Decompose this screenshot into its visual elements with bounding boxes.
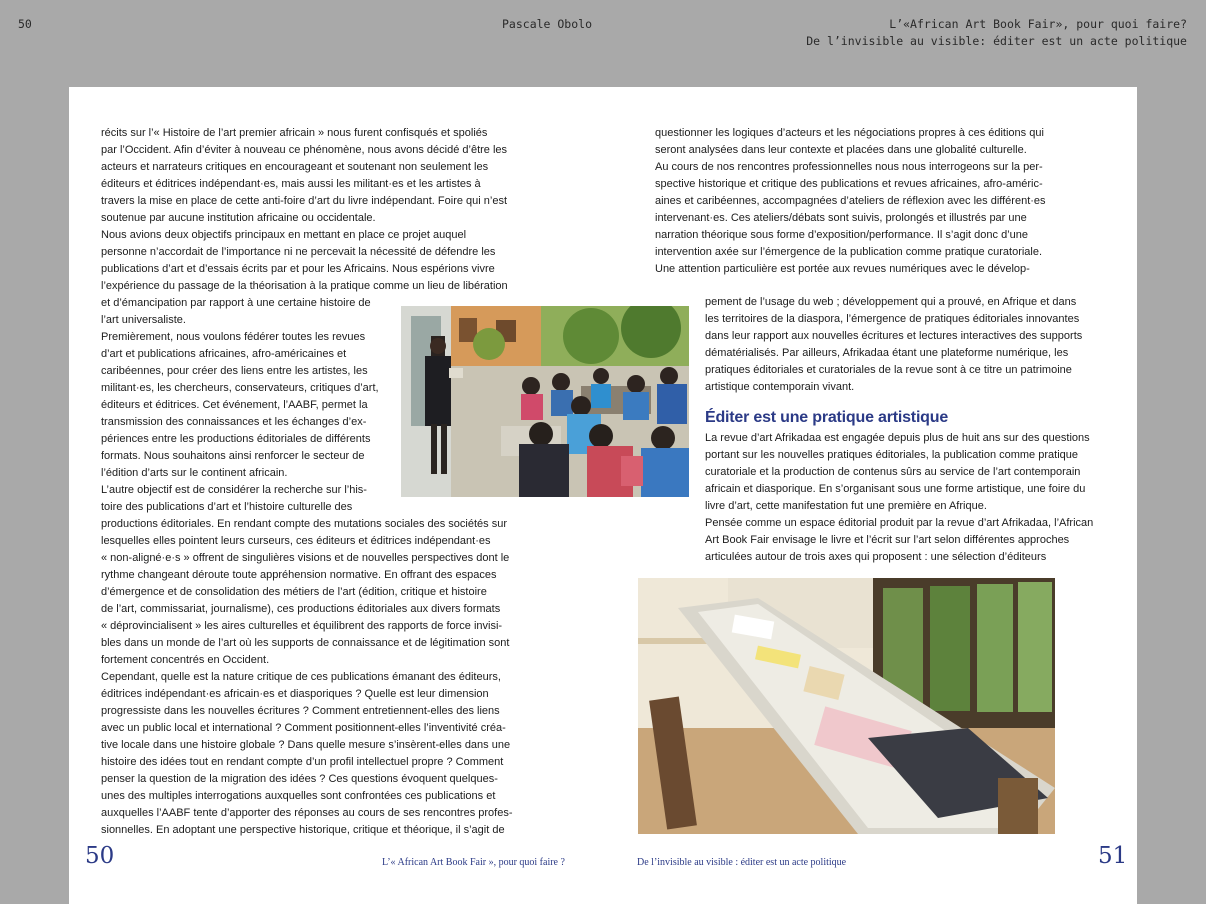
text-line: soutenue par aucune institution africaine ou occidentale. bbox=[101, 212, 376, 224]
text-line: l’édition d’arts sur le continent africain. bbox=[101, 467, 288, 479]
text-line: formats. Nous souhaitons ainsi renforcer le secteur de bbox=[101, 450, 365, 462]
text-line: lesquelles elles pointent leurs curseurs, ces éditeurs et éditrices indépendant·es bbox=[101, 535, 491, 547]
text-line: périences entre les productions éditoriales de différents bbox=[101, 433, 371, 445]
text-line: militant·es, les chercheurs, conservateurs, critiques d’art, bbox=[101, 382, 379, 394]
text-line: par l’Occident. Afin d’éviter à nouveau ce phénomène, nous avons décidé d’être les bbox=[101, 144, 508, 156]
photo-reading-session-image bbox=[401, 306, 689, 497]
folio-right: 51 bbox=[1098, 843, 1128, 869]
text-line: unes des multiples interrogations auxquelles sont confrontées ces publications et bbox=[101, 790, 496, 802]
text-line: bles dans un monde de l’art où les supports de connaissance et de légitimation sont bbox=[101, 637, 510, 649]
text-line: questionner les logiques d’acteurs et les négociations propres à ces éditions qui bbox=[655, 127, 1044, 139]
viewer-header bbox=[0, 0, 1206, 60]
text-line: rythme changeant déroute toute appréhension normative. En offrant des espaces bbox=[101, 569, 497, 581]
header-author: Pascale Obolo bbox=[502, 17, 593, 31]
folio-left: 50 bbox=[85, 843, 115, 869]
text-line: histoire des idées tout en rendant compte d’un profil intellectuel propre ? Comment bbox=[101, 756, 504, 768]
text-line: dématérialisés. Par ailleurs, Afrikadaa étant une plateforme numérique, les bbox=[705, 347, 1069, 359]
text-line: éditeurs et éditrices. Cet événement, l’AABF, permet la bbox=[101, 399, 368, 411]
right-column-text-middle bbox=[705, 294, 1082, 396]
text-line: travers la mise en place de cette anti-foire d’art du livre indépendant. Foire qui n’est bbox=[101, 195, 507, 207]
header-page-number: 50 bbox=[18, 17, 32, 31]
text-line: personne n’accordait de l’importance ni ne percevait la nécessité de défendre les bbox=[101, 246, 496, 258]
text-line: L’autre objectif est de considérer la recherche sur l’his- bbox=[101, 484, 367, 496]
text-line: Cependant, quelle est la nature critique de ces publications émanant des éditeurs, bbox=[101, 671, 501, 683]
text-line: seront analysées dans leur contexte et placées dans une globalité culturelle. bbox=[655, 144, 1027, 156]
photo-exhibition-vitrine-image bbox=[638, 578, 1055, 834]
text-line: sionnelles. En adoptant une perspective historique, critique et théorique, il s’agit de bbox=[101, 824, 505, 836]
text-line: l’expérience du passage de la théorisation à la pratique comme un lieu de libération bbox=[101, 280, 508, 292]
text-line: Nous avions deux objectifs principaux en mettant en place ce projet auquel bbox=[101, 229, 467, 241]
text-line: narration théorique sous forme d’exposition/performance. Il s’agit donc d’une bbox=[655, 229, 1028, 241]
text-line: progressiste dans les nouvelles écritures ? Comment entretiennent-elles des liens bbox=[101, 705, 500, 717]
text-line: artistique contemporain vivant. bbox=[705, 381, 855, 393]
text-line: l’art universaliste. bbox=[101, 314, 186, 326]
text-line: caribéennes, pour créer des liens entre les artistes, les bbox=[101, 365, 368, 377]
text-line: éditrices indépendant·es africain·es et diasporiques ? Quelle est leur dimension bbox=[101, 688, 489, 700]
text-line: penser la question de la migration des idées ? Ces questions évoquent quelques- bbox=[101, 773, 498, 785]
running-footer-left: L’« African Art Book Fair », pour quoi faire ? bbox=[382, 857, 565, 868]
text-line: transmission des connaissances et les échanges d’ex- bbox=[101, 416, 367, 428]
text-line: récits sur l’« Histoire de l’art premier africain » nous furent confisqués et spoliés bbox=[101, 127, 488, 139]
text-line: portant sur les nouvelles pratiques éditoriales, la publication comme pratique bbox=[705, 449, 1078, 461]
text-line: fortement concentrés en Occident. bbox=[101, 654, 270, 666]
text-line: curatoriale et la production de contenus sûrs au service de l’art contemporain bbox=[705, 466, 1081, 478]
text-line: pement de l’usage du web ; développement qui a prouvé, en Afrique et dans bbox=[705, 296, 1077, 308]
right-column-text-section bbox=[705, 430, 1093, 566]
photo-reading-session bbox=[401, 306, 689, 497]
text-line: et d’émancipation par rapport à une certaine histoire de bbox=[101, 297, 371, 309]
photo-exhibition-vitrine bbox=[638, 578, 1055, 834]
text-line: publications d’art et d’essais écrits par et pour les Africains. Nous espérions vivre bbox=[101, 263, 495, 275]
text-line: intervenant·es. Ces ateliers/débats sont suivis, prolongés et illustrés par une bbox=[655, 212, 1027, 224]
text-line: Pensée comme un espace éditorial produit par la revue d’art Afrikadaa, l’African bbox=[705, 517, 1094, 529]
text-line: La revue d’art Afrikadaa est engagée depuis plus de huit ans sur des questions bbox=[705, 432, 1090, 444]
text-line: productions éditoriales. En rendant compte des mutations sociales des sociétés sur bbox=[101, 518, 507, 530]
text-line: spective historique et critique des publications et revues africaines, afro-améric- bbox=[655, 178, 1043, 190]
text-line: articulées autour de trois axes qui proposent : une sélection d’éditeurs bbox=[705, 551, 1047, 563]
text-line: Art Book Fair envisage le livre et l’écrit sur l’art selon différentes approches bbox=[705, 534, 1070, 546]
text-line: d’émergence et de consolidation des métiers de l’art (édition, critique et histoire bbox=[101, 586, 487, 598]
text-line: acteurs et narrateurs critiques en encourageant et soutenant non seulement les bbox=[101, 161, 489, 173]
text-line: les territoires de la diaspora, l’émergence de pratiques éditoriales innovantes bbox=[705, 313, 1080, 325]
text-line: « déprovincialisent » les aires culturelles et équilibrent des rapports de force invisi- bbox=[101, 620, 503, 632]
text-line: aines et caribéennes, accompagnées d’ateliers de réflexion avec les différent·es bbox=[655, 195, 1046, 207]
right-column-text-top bbox=[655, 125, 1046, 278]
text-line: de l’art, commissariat, journalisme), ces productions éditoriales aux divers formats bbox=[101, 603, 501, 615]
running-footer-right: De l’invisible au visible : éditer est un acte politique bbox=[637, 857, 847, 868]
text-line: Premièrement, nous voulons fédérer toutes les revues bbox=[101, 331, 366, 343]
section-heading: Éditer est une pratique artistique bbox=[705, 409, 949, 426]
text-line: toire des publications d’art et l’histoire culturelle des bbox=[101, 501, 353, 513]
text-line: intervention axée sur l’émergence de la publication comme pratique curatoriale. bbox=[655, 246, 1043, 258]
header-title-line-2: De l’invisible au visible: éditer est un acte politique bbox=[806, 34, 1187, 48]
text-line: dans leur rapport aux nouvelles écritures et lectures interactives des supports bbox=[705, 330, 1083, 342]
header-title-line-1: L’«African Art Book Fair», pour quoi faire? bbox=[889, 17, 1187, 31]
text-line: livre d’art, cette manifestation fut une première en Afrique. bbox=[705, 500, 987, 512]
text-line: Une attention particulière est portée aux revues numériques avec le dévelop- bbox=[655, 263, 1030, 275]
text-line: d’art et publications africaines, afro-américaines et bbox=[101, 348, 347, 360]
text-line: éditeurs et éditrices indépendant·es, mais aussi les militant·es et les artistes à bbox=[101, 178, 481, 190]
page-spread bbox=[69, 87, 1137, 904]
text-line: auxquelles l’AABF tente d’apporter des réponses au cours de ses rencontres profes- bbox=[101, 807, 513, 819]
text-line: avec un public local et international ? Comment positionnent-elles l’inventivité créa- bbox=[101, 722, 506, 734]
text-line: Au cours de nos rencontres professionnelles nous nous interrogeons sur la per- bbox=[655, 161, 1043, 173]
text-line: africain et diasporique. En s’organisant sous une forme artistique, une foire du bbox=[705, 483, 1086, 495]
text-line: pratiques éditoriales et curatoriales de la revue sont à ce titre un patrimoine bbox=[705, 364, 1072, 376]
text-line: « non-aligné·e·s » offrent de singulières visions et de nouvelles perspectives dont le bbox=[101, 552, 510, 564]
text-line: tive locale dans une histoire globale ? Dans quelle mesure s’insèrent-elles dans une bbox=[101, 739, 511, 751]
